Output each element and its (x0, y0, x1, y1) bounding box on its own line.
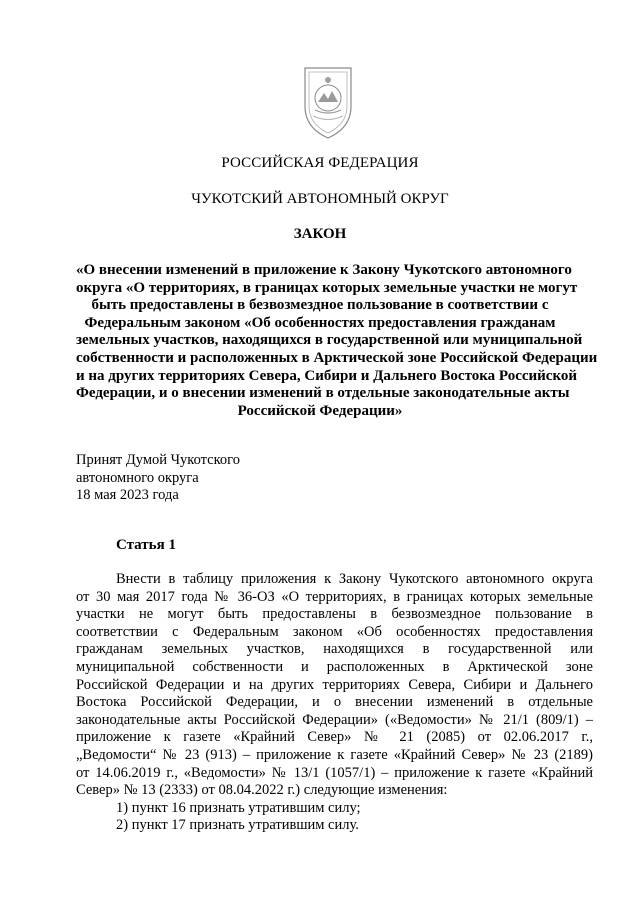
coat-of-arms-emblem (301, 66, 355, 140)
title-line: земельных участков, находящихся в государственной или муниципальной (76, 332, 583, 349)
title-line: Федерации, и о внесении изменений в отдельные законодательные акты (76, 385, 570, 402)
title-line: собственности и расположенных в Арктической зоне Российской Федерации (76, 349, 598, 366)
body-line: Внести в таблицу приложения к Закону Чукотского автономного округа (116, 571, 593, 587)
title-line: «О внесении изменений в приложение к Закону Чукотского автономного (76, 262, 572, 278)
body-line: Востока Российской Федерации, и о внесении изменений в отдельные (76, 694, 593, 711)
adoption-body: Принят Думой Чукотского (76, 452, 241, 468)
article-heading: Статья 1 (116, 537, 176, 553)
title-line: Российской Федерации» (237, 402, 403, 419)
adoption-date: 18 мая 2023 года (76, 487, 179, 504)
body-line: от 14.06.2019 г., «Ведомости» № 13/1 (1057/1) – приложение к газете «Крайний (76, 764, 593, 781)
body-line: приложение к газете «Крайний Север» № 21 (2085) от 02.06.2017 г., (76, 729, 593, 746)
title-line: быть предоставлены в безвозмездное пользование в соответствии с (91, 297, 549, 314)
list-item: 1) пункт 16 признать утратившим силу; (116, 799, 361, 816)
body-line: участки не могут быть предоставлены в безвозмездное пользование в (76, 606, 593, 623)
document-type-heading: ЗАКОН (293, 226, 347, 242)
title-line: Федеральным законом «Об особенностях предоставления гражданам (84, 314, 556, 331)
adoption-note (76, 452, 240, 505)
adoption-body-cont: автономного округа (76, 469, 199, 486)
article-body (76, 571, 593, 835)
body-line: законодательные акты Российской Федерации» («Ведомости» № 21/1 (809/1) – (76, 711, 593, 728)
title-line: округа «О территориях, в границах которых земельные участки не могут (76, 279, 578, 296)
body-line: от 30 мая 2017 года № 36-ОЗ «О территориях, в границах которых земельные (76, 588, 593, 605)
law-title (76, 262, 598, 420)
list-item: 2) пункт 17 признать утратившим силу. (116, 817, 359, 834)
header-okrug: ЧУКОТСКИЙ АВТОНОМНЫЙ ОКРУГ (191, 191, 449, 207)
title-line: и на других территориях Севера, Сибири и Дальнего Востока Российской (76, 367, 578, 384)
body-line: соответствии с Федеральным законом «Об особенностях предоставления (76, 623, 593, 640)
body-line: Российской Федерации и на других территориях Севера, Сибири и Дальнего (76, 676, 593, 693)
body-line: „Ведомости“ № 23 (913) – приложение к газете «Крайний Север» № 23 (2189) (76, 746, 593, 763)
body-line: гражданам земельных участков, находящихся в государственной или (76, 641, 593, 658)
body-line: Север» № 13 (2333) от 08.04.2022 г.) следующие изменения: (76, 782, 448, 799)
body-line: муниципальной собственности и расположенных в Арктической зоне (76, 658, 593, 675)
header-federation: РОССИЙСКАЯ ФЕДЕРАЦИЯ (221, 155, 419, 171)
